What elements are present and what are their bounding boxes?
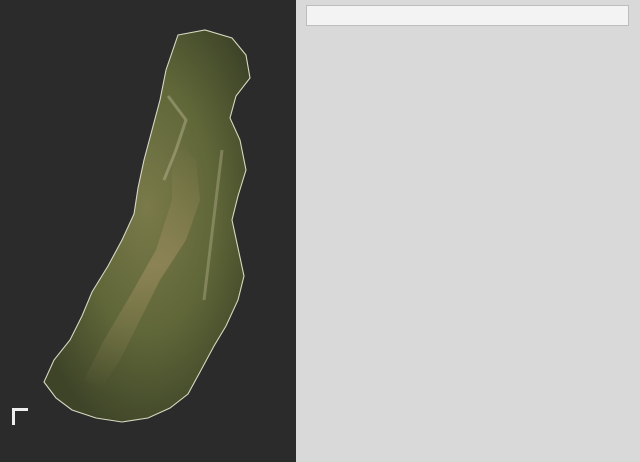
list-title — [306, 5, 629, 26]
list-panel — [296, 0, 640, 462]
logo-mark-icon — [12, 408, 28, 425]
shanxi-map[interactable] — [0, 0, 296, 462]
province-shape — [44, 30, 250, 422]
draphy-logo — [12, 408, 56, 429]
map-panel — [0, 0, 296, 462]
